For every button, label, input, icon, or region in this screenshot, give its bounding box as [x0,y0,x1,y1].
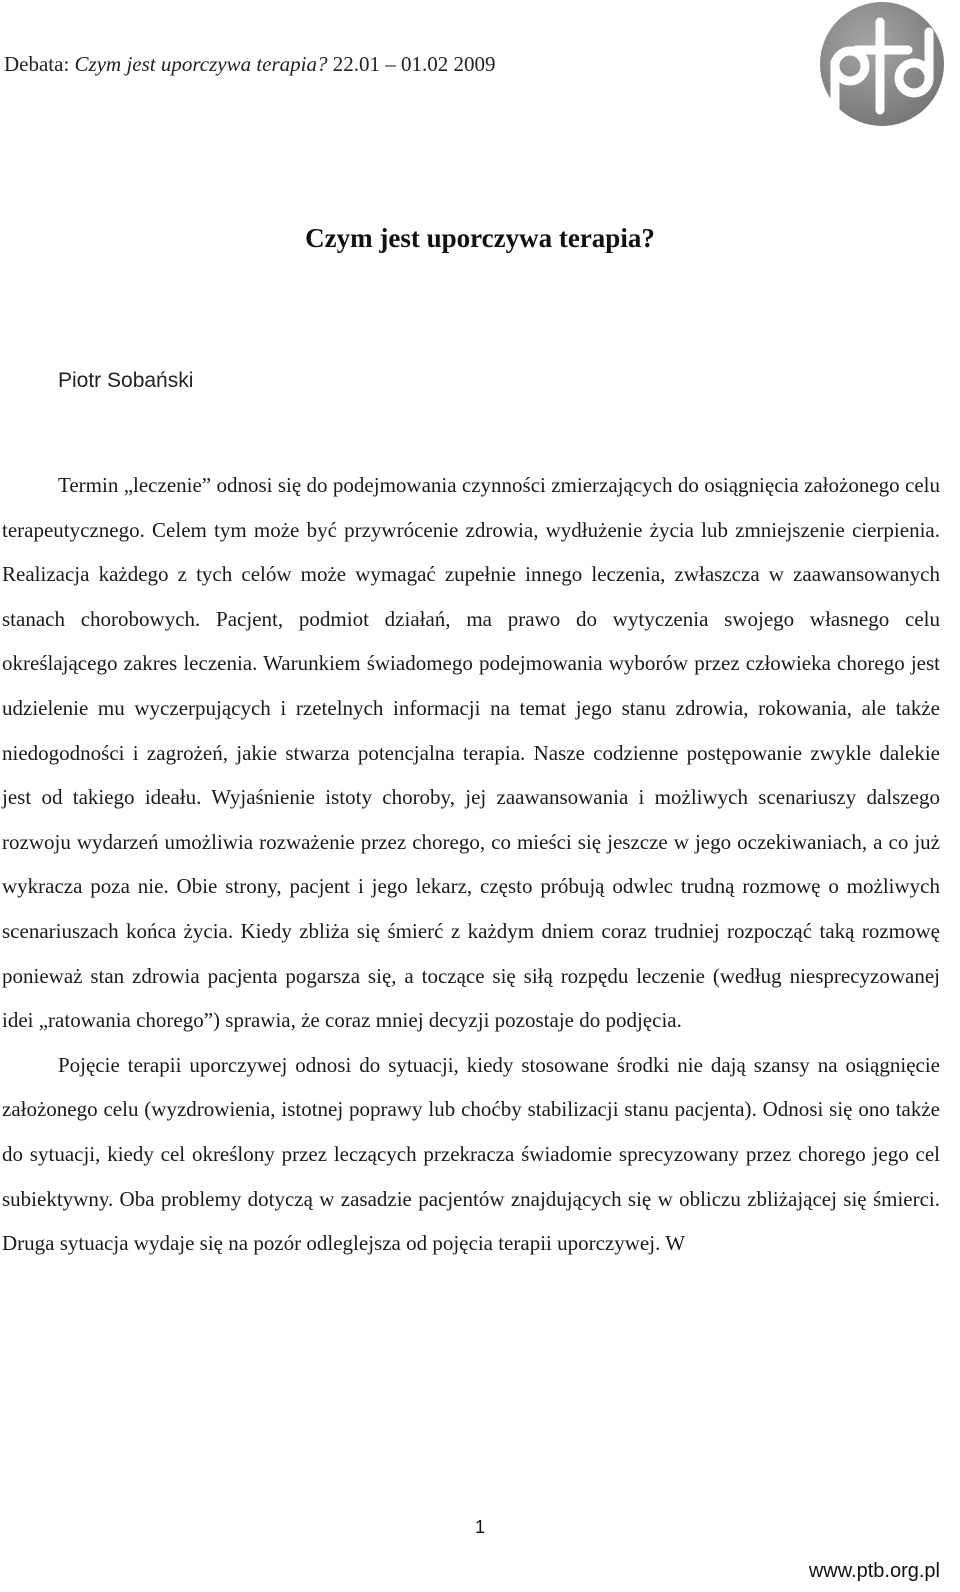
paragraph-2: Pojęcie terapii uporczywej odnosi do sytuacji, kiedy stosowane środki nie dają szansy na osiągnięcie założonego celu (wyzdrowienia, istotnej poprawy lub choćby stabilizacji stanu pacjenta). Odnosi się ono także do sytuacji, kiedy cel określony przez leczących przekracza świadomie sprecyzowany przez chorego jego cel subiektywny. Oba problemy dotyczą w zasadzie pacjentów znajdujących się w obliczu zbliżającej się śmierci. Druga sytuacja wydaje się na pozór odleglejsza od pojęcia terapii uporczywej. W [2,1052,940,1256]
running-header [4,52,496,77]
header-prefix: Debata: [4,52,75,76]
document-body [2,463,940,1266]
document-title: Czym jest uporczywa terapia? [305,223,655,253]
paragraph-1: Termin „leczenie” odnosi się do podejmowania czynności zmierzających do osiągnięcia założonego celu terapeutycznego. Celem tym może być przywrócenie zdrowia, wydłużenie życia lub zmniejszenie cierpienia. Realizacja każdego z tych celów może wymagać zupełnie innego leczenia, zwłaszcza w zaawansowanych stanach chorobowych. Pacjent, podmiot działań, ma prawo do wytyczenia swojego własnego celu określającego zakres leczenia. Warunkiem świadomego podejmowania wyborów przez człowieka chorego jest udzielenie mu wyczerpujących i rzetelnych informacji na temat jego stanu zdrowia, rokowania, ale także niedogodności i zagrożeń, jakie stwarza potencjalna terapia. Nasze codzienne postępowanie zwykle dalekie jest od takiego ideału. Wyjaśnienie istoty choroby, jej zaawansowania i możliwych scenariuszy dalszego rozwoju wydarzeń umożliwia rozważenie przez chorego, co mieści się jeszcze w jego oczekiwaniach, a co już wykracza poza nie. Obie strony, pacjent i jego lekarz, często próbują odwlec trudną rozmowę o możliwych scenariuszach końca życia. Kiedy zbliża się śmierć z każdym dniem coraz trudniej rozpocząć taką rozmowę ponieważ stan zdrowia pacjenta pogarsza się, a toczące się siłą rozpędu leczenie (według niesprecyzowanej idei „ratowania chorego”) sprawia, że coraz mniej decyzji pozostaje do podjęcia. [2,473,940,1033]
header-dates: 22.01 – 01.02 2009 [327,52,496,76]
footer-url: www.ptb.org.pl [808,1560,940,1582]
author-name: Piotr Sobański [58,369,194,392]
ptb-logo-icon [816,0,960,130]
header-debate-title: Czym jest uporczywa terapia? [74,52,328,76]
page-number: 1 [474,1517,485,1537]
